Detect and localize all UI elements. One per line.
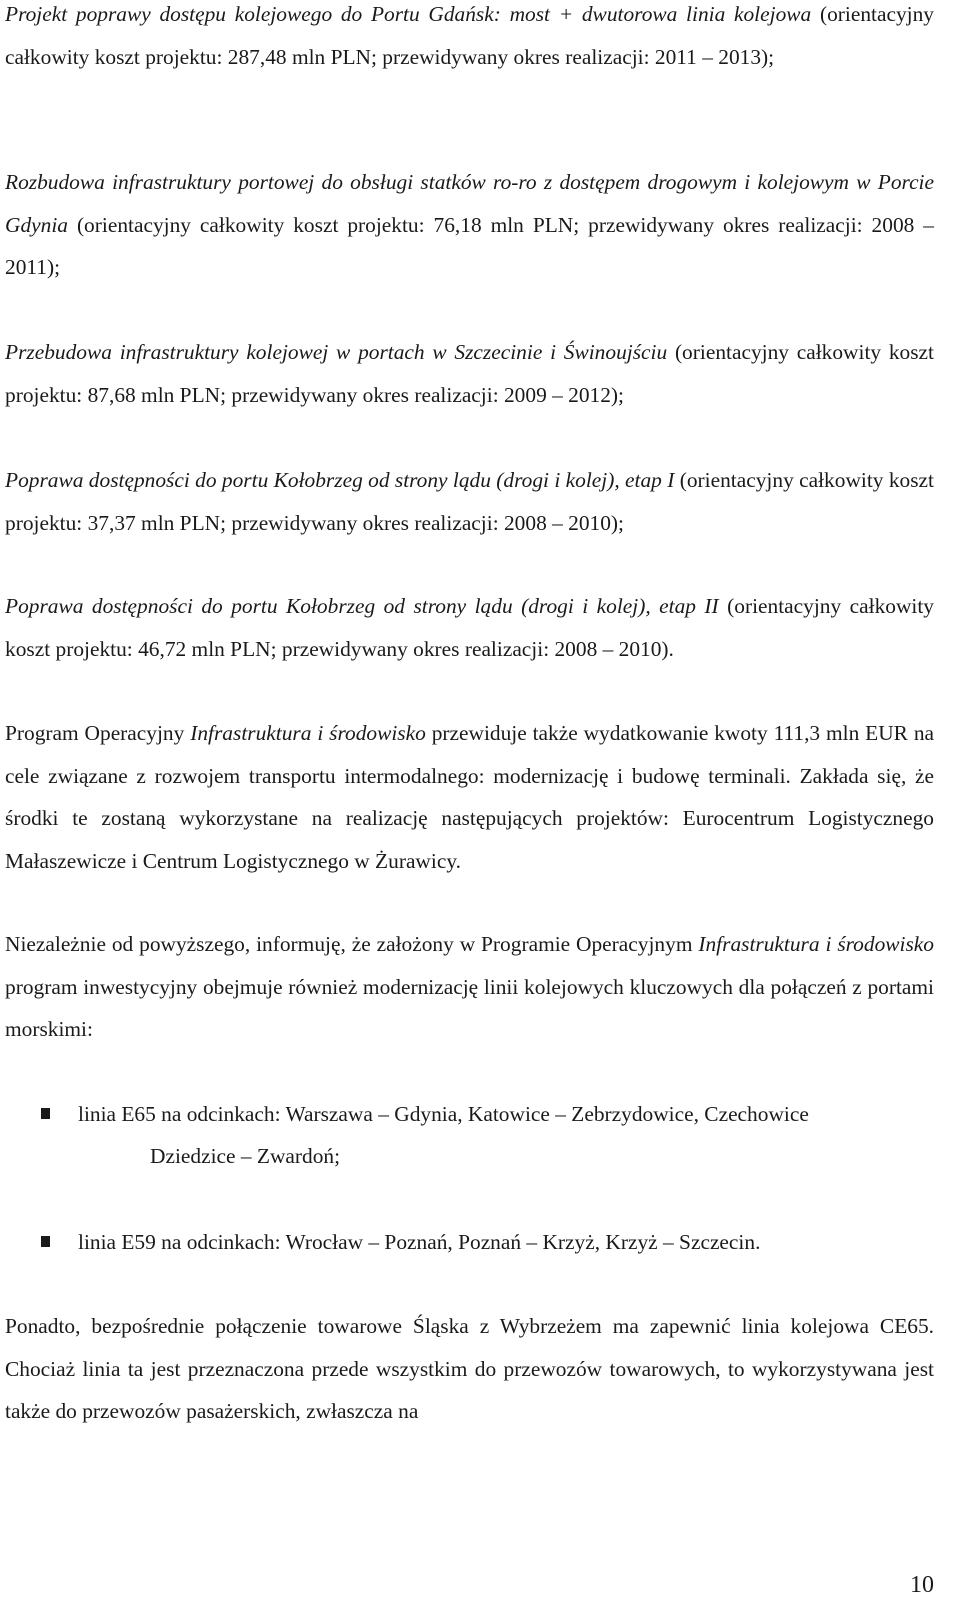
project-title: Rozbudowa infrastruktury portowej do obsługi statków ro-ro z dostępem drogowym i kolejowym w Porcie Gdynia [5, 170, 934, 237]
project-title: Poprawa dostępności do portu Kołobrzeg od strony lądu (drogi i kolej), etap I [5, 468, 675, 492]
project-detail: (orientacyjny całkowity koszt projektu: 76,18 mln PLN; przewidywany okres realizacji: 2008 – 2011); [5, 212, 934, 279]
program-name: Infrastruktura i środowisko [190, 721, 426, 745]
page-number: 10 [910, 1572, 934, 1598]
program-paragraph [5, 712, 934, 882]
paragraph-text: Program Operacyjny [5, 721, 191, 745]
square-bullet-icon [41, 1236, 50, 1247]
closing-paragraph [5, 1305, 934, 1433]
paragraph-text: Ponadto, bezpośrednie połączenie towarowe Śląska z Wybrzeżem ma zapewnić linia kolejowa CE65. Chociaż linia ta jest przeznaczona przede wszystkim do przewozów towarowych, to wykorzystywana jest także do przewozów pasażerskich, zwłaszcza na [5, 1314, 934, 1423]
project-item-kolobrzeg-2 [5, 585, 934, 670]
project-detail: (orientacyjny całkowity koszt projektu: 37,37 mln PLN; przewidywany okres realizacji: 2008 – 2010); [5, 468, 934, 535]
project-detail: (orientacyjny całkowity koszt projektu: 46,72 mln PLN; przewidywany okres realizacji: 2008 – 2010). [5, 594, 934, 661]
project-item-kolobrzeg-1 [5, 459, 934, 544]
project-item-szczecin [5, 331, 934, 416]
paragraph-text: Niezależnie od powyższego, informuję, że założony w Programie Operacyjnym [5, 932, 699, 956]
list-item-line: linia E59 na odcinkach: Wrocław – Poznań, Poznań – Krzyż, Krzyż – Szczecin. [78, 1230, 761, 1254]
project-item-gdansk [5, 0, 934, 78]
project-title: Przebudowa infrastruktury kolejowej w portach w Szczecinie i Świnoujściu [5, 340, 668, 364]
project-title: Projekt poprawy dostępu kolejowego do Portu Gdańsk: most + dwutorowa linia kolejowa [5, 2, 812, 26]
project-item-gdynia [5, 161, 934, 289]
project-detail: (orientacyjny całkowity koszt projektu: 87,68 mln PLN; przewidywany okres realizacji: 2009 – 2012); [5, 340, 934, 407]
paragraph-text: przewiduje także wydatkowanie kwoty 111,3 mln EUR na cele związane z rozwojem transportu intermodalnego: modernizację i budowę terminali. Zakłada się, że środki te zostaną wykorzystane na realizację następujących projektów: Eurocentrum Logistycznego Małaszewicze i Centrum Logistycznego w Żurawicy. [5, 721, 935, 873]
project-detail: (orientacyjny całkowity koszt projektu: 287,48 mln PLN; przewidywany okres realizacji: 2011 – 2013); [5, 2, 934, 69]
program-name: Infrastruktura i środowisko [698, 932, 934, 956]
list-item-continuation: Dziedzice – Zwardoń; [150, 1144, 341, 1168]
project-title: Poprawa dostępności do portu Kołobrzeg od strony lądu (drogi i kolej), etap II [5, 594, 719, 618]
paragraph-text: program inwestycyjny obejmuje również modernizację linii kolejowych kluczowych dla połączeń z portami morskimi: [5, 974, 934, 1041]
square-bullet-icon [41, 1108, 50, 1119]
independent-paragraph [5, 923, 934, 1051]
list-item-line: linia E65 na odcinkach: Warszawa – Gdynia, Katowice – Zebrzydowice, Czechowice [78, 1102, 809, 1126]
